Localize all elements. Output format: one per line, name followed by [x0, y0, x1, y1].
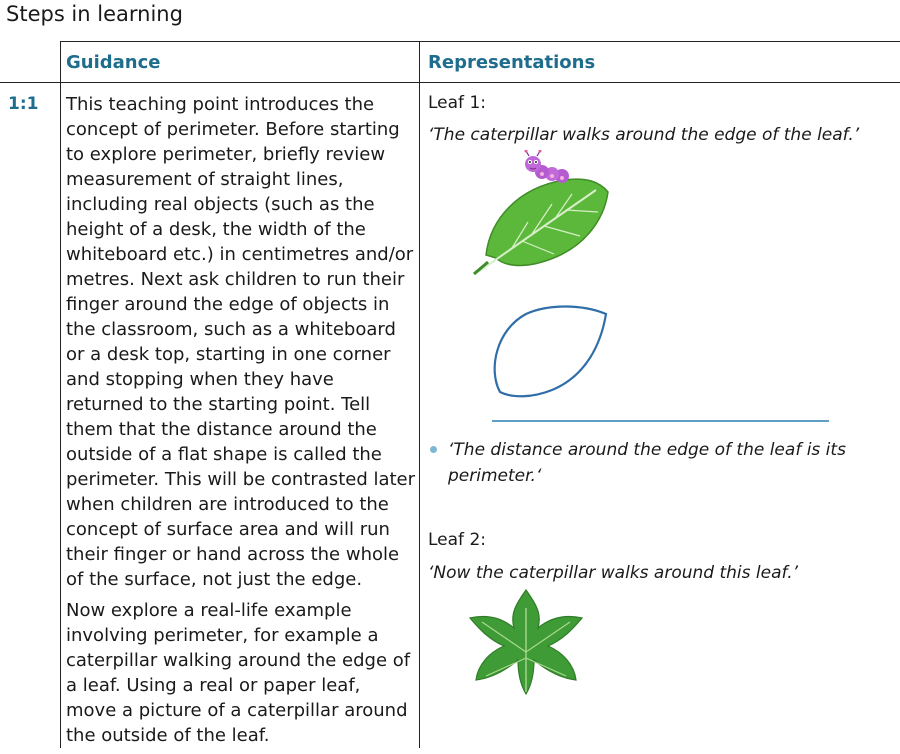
column-divider-middle	[419, 41, 420, 748]
guidance-paragraph-1: This teaching point introduces the concept of perimeter. Before starting to explore perimeter, briefly review measurement of straight lines, including real objects (such as the height of a desk, the width of the whiteboard etc.) in centimetres and/or metres. Next ask children to run their finger around the edge of objects in the classroom, such as a whiteboard or a desk top, starting in one corner and stopping when they have returned to the starting point. Tell them that the distance around the outside of a flat shape is called the perimeter. This will be contrasted later when children are introduced to the concept of surface area and will run their finger or hand across the whole of the surface, not just the edge.	[66, 94, 416, 590]
leaf-outline-icon	[486, 300, 616, 400]
header-bottom-border	[0, 82, 900, 83]
divider-line	[492, 420, 829, 422]
section-title: Steps in learning	[6, 2, 183, 26]
leaf2-label: Leaf 2:	[428, 530, 486, 550]
bullet-dot	[430, 446, 437, 453]
guidance-text	[66, 92, 416, 754]
bullet-text-line-2: perimeter.‘	[448, 466, 542, 486]
row-label: 1:1	[8, 94, 39, 114]
leaf1-label: Leaf 1:	[428, 93, 486, 113]
guidance-paragraph-2: Now explore a real-life example involving perimeter, for example a caterpillar walking around the edge of a leaf. Using a real or paper leaf, move a picture of a caterpillar around the outside of the leaf.	[66, 600, 411, 746]
maple-leaf-icon	[466, 588, 586, 698]
leaf1-caption: ‘The caterpillar walks around the edge of the leaf.’	[428, 125, 860, 145]
header-guidance: Guidance	[66, 52, 161, 73]
header-representations: Representations	[428, 52, 596, 73]
leaf2-caption: ‘Now the caterpillar walks around this leaf.’	[428, 563, 798, 583]
column-divider-left	[60, 41, 61, 748]
green-leaf-with-caterpillar-icon	[472, 150, 622, 275]
table-top-border	[60, 41, 900, 42]
bullet-text-line-1: ‘The distance around the edge of the leaf is its	[448, 440, 846, 460]
